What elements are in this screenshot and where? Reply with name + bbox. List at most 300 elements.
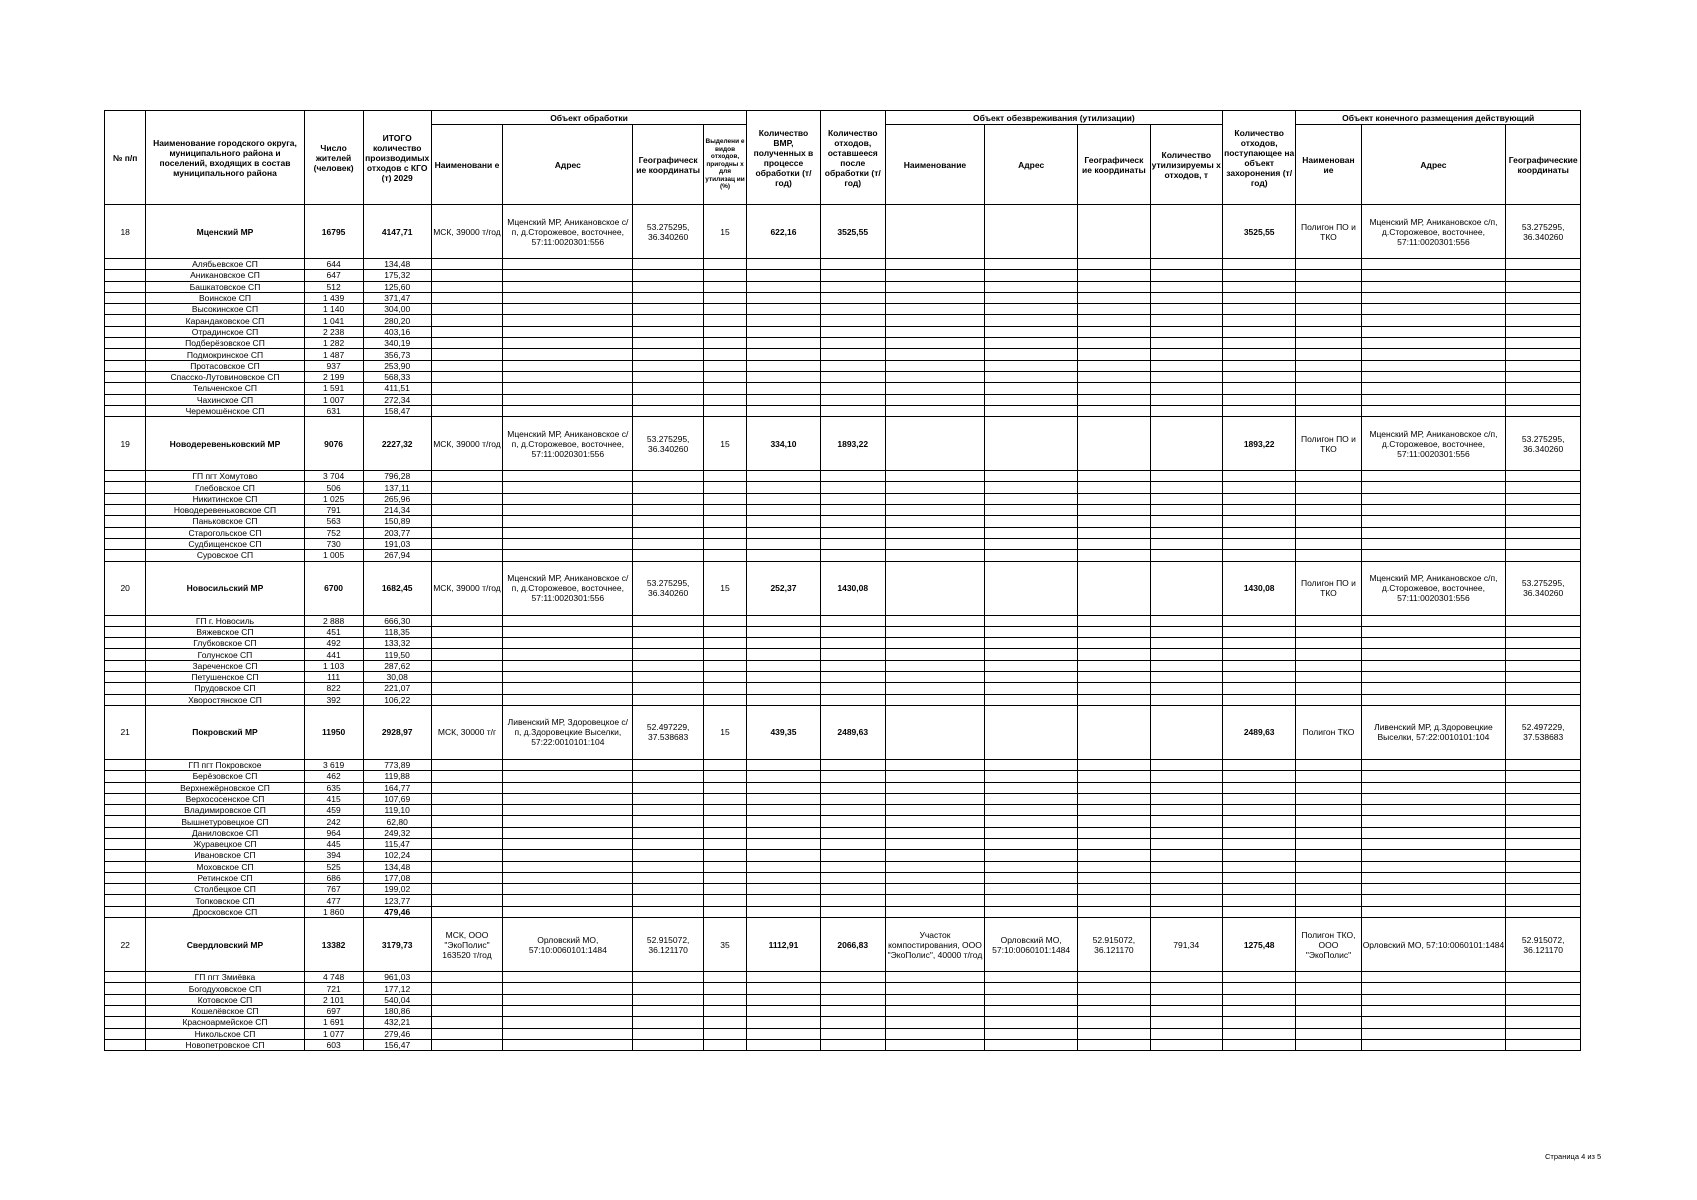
header-burial-qty: Количество отходов, поступающее на объект захоронения (т/год) [1222,111,1295,205]
settlement-row [105,994,1581,1005]
settlement-population: 2 888 [304,615,363,626]
header-proc-extract: Выделени е видов отходов, пригодны х для утилизац ии (%) [703,125,746,205]
empty-cell [1150,793,1222,804]
header-final-group: Объект конечного размещения действующий [1296,111,1581,125]
settlement-name: Красноармейское СП [146,1017,304,1028]
residual-quantity: 2066,83 [820,918,885,972]
settlement-population: 2 199 [304,371,363,382]
empty-cell [1222,538,1295,549]
empty-cell [885,383,984,394]
empty-cell [820,394,885,405]
empty-cell [431,538,502,549]
settlement-population: 964 [304,827,363,838]
empty-cell [885,405,984,416]
empty-cell [1078,326,1150,337]
empty-cell [985,805,1078,816]
empty-cell [985,1028,1078,1039]
settlement-population: 394 [304,850,363,861]
empty-cell [431,994,502,1005]
settlement-number-cell [105,315,146,326]
empty-cell [1150,1017,1222,1028]
empty-cell [1506,660,1581,671]
settlement-population: 1 282 [304,338,363,349]
empty-cell [747,983,820,994]
empty-cell [1150,505,1222,516]
district-population: 16795 [304,205,363,259]
empty-cell [1078,895,1150,906]
empty-cell [1296,516,1361,527]
empty-cell [1078,1005,1150,1016]
settlement-total: 773,89 [363,759,431,770]
empty-cell [747,805,820,816]
empty-cell [1078,538,1150,549]
empty-cell [1506,505,1581,516]
empty-cell [1078,259,1150,270]
empty-cell [985,884,1078,895]
empty-cell [1361,1028,1506,1039]
empty-cell [1296,626,1361,637]
empty-cell [1506,538,1581,549]
empty-cell [503,759,633,770]
empty-cell [1078,782,1150,793]
empty-cell [703,493,746,504]
empty-cell [703,349,746,360]
empty-cell [503,838,633,849]
empty-cell [431,694,502,705]
empty-cell [1222,694,1295,705]
empty-cell [1296,759,1361,770]
empty-cell [503,649,633,660]
empty-cell [985,771,1078,782]
settlement-name: Столбецкое СП [146,884,304,895]
empty-cell [1361,1005,1506,1016]
settlement-population: 791 [304,505,363,516]
empty-cell [703,660,746,671]
empty-cell [1150,493,1222,504]
settlement-total: 102,24 [363,850,431,861]
empty-cell [703,516,746,527]
empty-cell [1222,638,1295,649]
settlement-number-cell [105,827,146,838]
settlement-number-cell [105,782,146,793]
empty-cell [985,638,1078,649]
empty-cell [885,782,984,793]
empty-cell [1222,872,1295,883]
settlement-number-cell [105,672,146,683]
district-number: 21 [105,705,146,759]
empty-cell [703,838,746,849]
empty-cell [885,626,984,637]
final-site-address: Мценский МР, Аникановское с/п, д.Сторожевое, восточнее, 57:11:0020301:556 [1361,561,1506,615]
settlement-row [105,972,1581,983]
empty-cell [431,383,502,394]
empty-cell [1361,782,1506,793]
empty-cell [703,816,746,827]
empty-cell [431,527,502,538]
settlement-name: Суровское СП [146,550,304,561]
empty-cell [747,349,820,360]
settlement-row [105,482,1581,493]
empty-cell [633,782,703,793]
settlement-row [105,895,1581,906]
empty-cell [431,1017,502,1028]
empty-cell [1506,259,1581,270]
empty-cell [820,626,885,637]
empty-cell [1222,626,1295,637]
empty-cell [1506,304,1581,315]
empty-cell [985,516,1078,527]
table-header [105,111,1581,205]
header-name: Наименование городского округа, муниципального района и поселений, входящих в состав муниципального района [146,111,304,205]
settlement-number-cell [105,270,146,281]
settlement-total: 119,10 [363,805,431,816]
empty-cell [985,304,1078,315]
empty-cell [885,1005,984,1016]
empty-cell [1222,1005,1295,1016]
settlement-population: 2 238 [304,326,363,337]
empty-cell [633,281,703,292]
settlement-total: 150,89 [363,516,431,527]
empty-cell [1506,638,1581,649]
empty-cell [1150,383,1222,394]
empty-cell [1078,872,1150,883]
empty-cell [1078,861,1150,872]
district-total: 3179,73 [363,918,431,972]
empty-cell [747,405,820,416]
empty-cell [1150,861,1222,872]
empty-cell [633,360,703,371]
empty-cell [1296,326,1361,337]
empty-cell [1150,838,1222,849]
neutralization-address [985,705,1078,759]
settlement-population: 644 [304,259,363,270]
empty-cell [1078,649,1150,660]
empty-cell [1150,895,1222,906]
empty-cell [1222,805,1295,816]
settlement-name: Отрадинское СП [146,326,304,337]
settlement-population: 730 [304,538,363,549]
empty-cell [503,827,633,838]
empty-cell [985,538,1078,549]
empty-cell [885,550,984,561]
empty-cell [885,759,984,770]
empty-cell [703,471,746,482]
empty-cell [985,326,1078,337]
vmr-quantity: 439,35 [747,705,820,759]
empty-cell [1222,315,1295,326]
empty-cell [1150,550,1222,561]
empty-cell [885,493,984,504]
settlement-total: 249,32 [363,827,431,838]
settlement-total: 177,08 [363,872,431,883]
empty-cell [503,615,633,626]
empty-cell [747,1005,820,1016]
empty-cell [633,304,703,315]
empty-cell [503,672,633,683]
settlement-population: 1 005 [304,550,363,561]
empty-cell [1150,782,1222,793]
burial-quantity: 2489,63 [1222,705,1295,759]
empty-cell [1222,827,1295,838]
residual-quantity: 2489,63 [820,705,885,759]
empty-cell [503,1039,633,1050]
empty-cell [1222,649,1295,660]
empty-cell [747,694,820,705]
empty-cell [1361,292,1506,303]
empty-cell [503,994,633,1005]
empty-cell [633,683,703,694]
empty-cell [820,360,885,371]
settlement-row [105,649,1581,660]
empty-cell [820,793,885,804]
neutralization-coordinates [1078,705,1150,759]
empty-cell [503,292,633,303]
settlement-total: 134,48 [363,861,431,872]
settlement-total: 479,46 [363,906,431,917]
empty-cell [633,895,703,906]
empty-cell [1506,816,1581,827]
empty-cell [747,626,820,637]
empty-cell [885,471,984,482]
vmr-quantity: 334,10 [747,417,820,471]
settlement-name: Алябьевское СП [146,259,304,270]
neutralization-coordinates: 52.915072, 36.121170 [1078,918,1150,972]
settlement-total: 199,02 [363,884,431,895]
empty-cell [431,793,502,804]
empty-cell [633,550,703,561]
empty-cell [820,259,885,270]
empty-cell [431,771,502,782]
page-number: Страница 4 из 5 [1545,1152,1602,1161]
empty-cell [703,326,746,337]
empty-cell [1296,493,1361,504]
empty-cell [1150,805,1222,816]
empty-cell [1296,371,1361,382]
empty-cell [747,1028,820,1039]
empty-cell [1361,816,1506,827]
settlement-name: Чахинское СП [146,394,304,405]
empty-cell [431,660,502,671]
settlement-population: 3 619 [304,759,363,770]
empty-cell [1296,538,1361,549]
empty-cell [1296,505,1361,516]
empty-cell [1222,281,1295,292]
settlement-row [105,872,1581,883]
settlement-population: 525 [304,861,363,872]
empty-cell [1222,983,1295,994]
empty-cell [985,371,1078,382]
empty-cell [885,315,984,326]
settlement-row [105,683,1581,694]
empty-cell [1506,759,1581,770]
header-processing-group: Объект обработки [431,111,746,125]
empty-cell [633,527,703,538]
settlement-row [105,615,1581,626]
empty-cell [1361,994,1506,1005]
empty-cell [1296,405,1361,416]
settlement-number-cell [105,838,146,849]
empty-cell [820,482,885,493]
empty-cell [1222,550,1295,561]
empty-cell [1296,394,1361,405]
empty-cell [1222,259,1295,270]
empty-cell [885,1028,984,1039]
settlement-number-cell [105,259,146,270]
empty-cell [431,805,502,816]
empty-cell [633,394,703,405]
empty-cell [633,872,703,883]
empty-cell [1361,649,1506,660]
settlement-name: ГП г. Новосиль [146,615,304,626]
empty-cell [633,1005,703,1016]
empty-cell [820,694,885,705]
empty-cell [985,694,1078,705]
empty-cell [1222,505,1295,516]
empty-cell [1222,1039,1295,1050]
neutralization-quantity [1150,417,1222,471]
empty-cell [985,983,1078,994]
empty-cell [1078,471,1150,482]
empty-cell [703,884,746,895]
empty-cell [503,360,633,371]
district-total: 4147,71 [363,205,431,259]
empty-cell [1506,516,1581,527]
empty-cell [1150,850,1222,861]
settlement-row [105,626,1581,637]
empty-cell [1506,983,1581,994]
burial-quantity: 1893,22 [1222,417,1295,471]
empty-cell [633,493,703,504]
empty-cell [747,482,820,493]
empty-cell [1222,516,1295,527]
settlement-population: 686 [304,872,363,883]
empty-cell [1296,349,1361,360]
empty-cell [503,884,633,895]
empty-cell [633,793,703,804]
empty-cell [1078,281,1150,292]
empty-cell [1361,493,1506,504]
empty-cell [1150,983,1222,994]
empty-cell [431,259,502,270]
empty-cell [1078,516,1150,527]
settlement-row [105,638,1581,649]
empty-cell [431,672,502,683]
empty-cell [1222,672,1295,683]
empty-cell [885,660,984,671]
empty-cell [503,270,633,281]
empty-cell [1078,683,1150,694]
settlement-row [105,1028,1581,1039]
empty-cell [1078,360,1150,371]
settlement-row [105,383,1581,394]
neutralization-coordinates [1078,205,1150,259]
empty-cell [985,660,1078,671]
settlement-number-cell [105,471,146,482]
empty-cell [703,482,746,493]
empty-cell [1506,281,1581,292]
empty-cell [885,349,984,360]
empty-cell [1296,782,1361,793]
empty-cell [985,315,1078,326]
empty-cell [633,1017,703,1028]
settlement-row [105,793,1581,804]
settlement-name: Глебовское СП [146,482,304,493]
empty-cell [1361,405,1506,416]
empty-cell [1506,827,1581,838]
empty-cell [703,405,746,416]
empty-cell [885,649,984,660]
settlement-number-cell [105,505,146,516]
empty-cell [1361,805,1506,816]
empty-cell [885,884,984,895]
settlement-population: 512 [304,281,363,292]
district-population: 9076 [304,417,363,471]
empty-cell [431,471,502,482]
empty-cell [747,782,820,793]
settlement-name: Моховское СП [146,861,304,872]
empty-cell [1222,838,1295,849]
empty-cell [503,793,633,804]
empty-cell [1361,259,1506,270]
final-site-name: Полигон ПО и ТКО [1296,205,1361,259]
settlement-name: ГП пгт Покровское [146,759,304,770]
residual-quantity: 1893,22 [820,417,885,471]
empty-cell [985,281,1078,292]
empty-cell [747,383,820,394]
final-site-address: Мценский МР, Аникановское с/п, д.Сторожевое, восточнее, 57:11:0020301:556 [1361,417,1506,471]
empty-cell [1296,895,1361,906]
empty-cell [820,270,885,281]
settlement-name: Кошелёвское СП [146,1005,304,1016]
empty-cell [703,827,746,838]
empty-cell [985,972,1078,983]
settlement-name: Топковское СП [146,895,304,906]
empty-cell [985,394,1078,405]
settlement-number-cell [105,983,146,994]
empty-cell [633,660,703,671]
empty-cell [885,638,984,649]
empty-cell [1150,405,1222,416]
settlement-population: 1 103 [304,660,363,671]
empty-cell [1078,1039,1150,1050]
settlement-name: Журавецкое СП [146,838,304,849]
empty-cell [1296,827,1361,838]
table-body [105,205,1581,1051]
empty-cell [703,615,746,626]
settlement-name: Никольское СП [146,1028,304,1039]
empty-cell [503,349,633,360]
processing-coordinates: 53.275295, 36.340260 [633,561,703,615]
settlement-name: Глубковское СП [146,638,304,649]
empty-cell [633,694,703,705]
district-name: Новосильский МР [146,561,304,615]
empty-cell [633,505,703,516]
empty-cell [1222,615,1295,626]
settlement-total: 221,07 [363,683,431,694]
processing-address: Мценский МР, Аникановское с/п, д.Сторожевое, восточнее, 57:11:0020301:556 [503,561,633,615]
empty-cell [1150,304,1222,315]
empty-cell [1361,471,1506,482]
empty-cell [820,972,885,983]
settlement-total: 158,47 [363,405,431,416]
empty-cell [1296,850,1361,861]
empty-cell [1296,259,1361,270]
settlement-name: Ивановское СП [146,850,304,861]
empty-cell [747,505,820,516]
empty-cell [1506,1028,1581,1039]
settlement-name: Никитинское СП [146,493,304,504]
empty-cell [503,493,633,504]
